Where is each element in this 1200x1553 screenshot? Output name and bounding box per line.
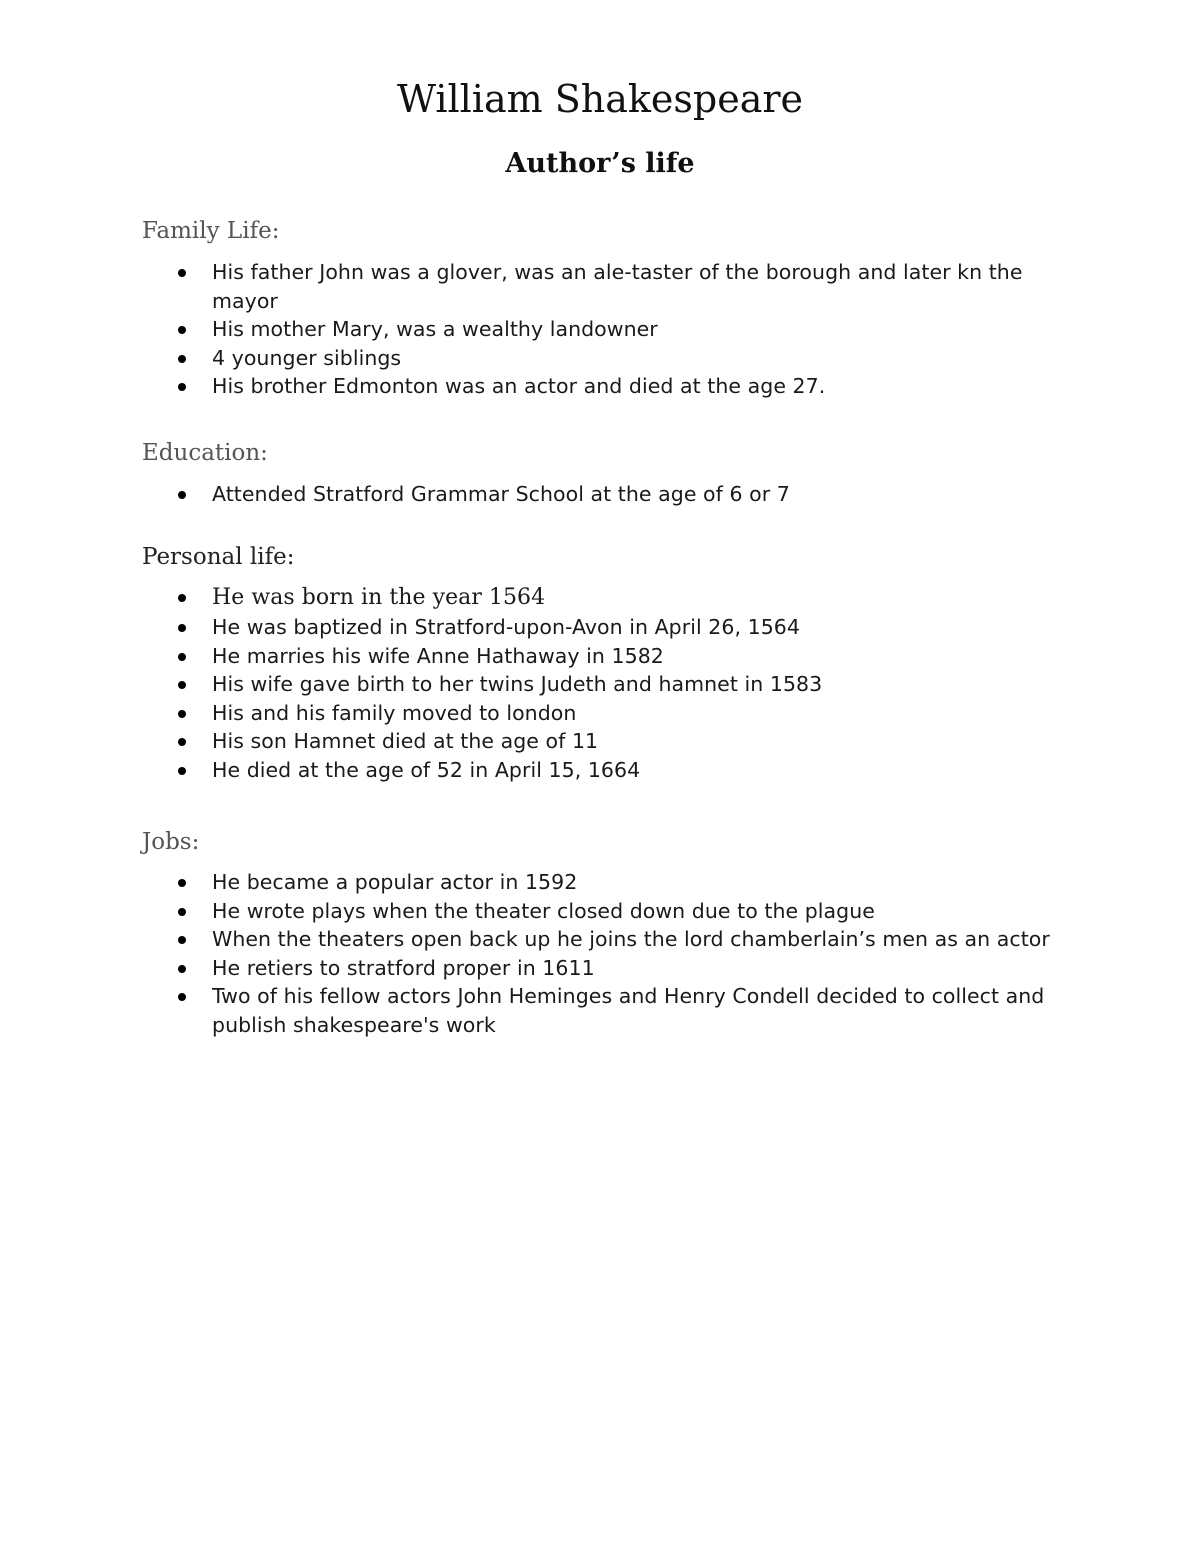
list-item <box>0 258 1200 315</box>
jobs-list <box>0 868 1200 1039</box>
list-item-text: He marries his wife Anne Hathaway in 1582 <box>212 643 664 668</box>
list-item <box>0 582 1200 613</box>
list-item <box>0 925 1200 954</box>
list-item-text: Two of his fellow actors John Heminges and Henry Condell decided to collect and publish shakespeare's work <box>212 984 1045 1037</box>
bullet-icon <box>178 326 186 334</box>
personal-life-list <box>0 582 1200 784</box>
list-item <box>0 954 1200 983</box>
list-item <box>0 344 1200 373</box>
bullet-icon <box>178 738 186 746</box>
bullet-icon <box>178 936 186 944</box>
bullet-icon <box>178 908 186 916</box>
list-item-text: He retiers to stratford proper in 1611 <box>212 955 595 980</box>
list-item-text: He wrote plays when the theater closed down due to the plague <box>212 898 875 923</box>
list-item <box>0 699 1200 728</box>
page-title: William Shakespeare <box>396 77 804 121</box>
list-item-text: He was born in the year 1564 <box>212 585 546 610</box>
list-item <box>0 982 1200 1039</box>
bullet-icon <box>178 767 186 775</box>
list-item-text: His father John was a glover, was an ale-taster of the borough and later kn the mayor <box>212 260 1023 313</box>
bullet-icon <box>178 491 186 499</box>
page-subtitle: Author’s life <box>505 148 695 179</box>
family-life-list <box>0 258 1200 401</box>
list-item-text: His wife gave birth to her twins Judeth and hamnet in 1583 <box>212 672 823 696</box>
list-item-text: His and his family moved to london <box>212 700 577 725</box>
list-item-text: Attended Stratford Grammar School at the age of 6 or 7 <box>212 482 790 506</box>
bullet-icon <box>178 681 186 689</box>
list-item-text: He became a popular actor in 1592 <box>212 870 578 894</box>
bullet-icon <box>178 965 186 973</box>
list-item-text: His brother Edmonton was an actor and died at the age 27. <box>212 374 826 398</box>
list-item-text: 4 younger siblings <box>212 345 402 370</box>
list-item-text: He died at the age of 52 in April 15, 1664 <box>212 757 641 782</box>
list-item-text: When the theaters open back up he joins the lord chamberlain’s men as an actor <box>212 927 1050 951</box>
list-item-text: His mother Mary, was a wealthy landowner <box>212 317 658 341</box>
list-item <box>0 756 1200 785</box>
list-item <box>0 670 1200 699</box>
jobs-heading: Jobs: <box>142 829 200 855</box>
education-list <box>0 480 1200 509</box>
bullet-icon <box>178 710 186 718</box>
education-heading: Education: <box>142 440 268 466</box>
bullet-icon <box>178 269 186 277</box>
bullet-icon <box>178 993 186 1001</box>
list-item <box>0 372 1200 401</box>
personal-life-heading: Personal life: <box>142 544 295 570</box>
list-item <box>0 613 1200 642</box>
bullet-icon <box>178 383 186 391</box>
list-item-text: His son Hamnet died at the age of 11 <box>212 729 599 753</box>
bullet-icon <box>178 355 186 363</box>
list-item <box>0 868 1200 897</box>
list-item <box>0 315 1200 344</box>
family-life-heading: Family Life: <box>142 218 280 244</box>
list-item <box>0 480 1200 509</box>
bullet-icon <box>178 653 186 661</box>
bullet-icon <box>178 594 186 602</box>
bullet-icon <box>178 879 186 887</box>
list-item <box>0 642 1200 671</box>
list-item-text: He was baptized in Stratford-upon-Avon in April 26, 1564 <box>212 615 800 639</box>
bullet-icon <box>178 624 186 632</box>
list-item <box>0 727 1200 756</box>
list-item <box>0 897 1200 926</box>
